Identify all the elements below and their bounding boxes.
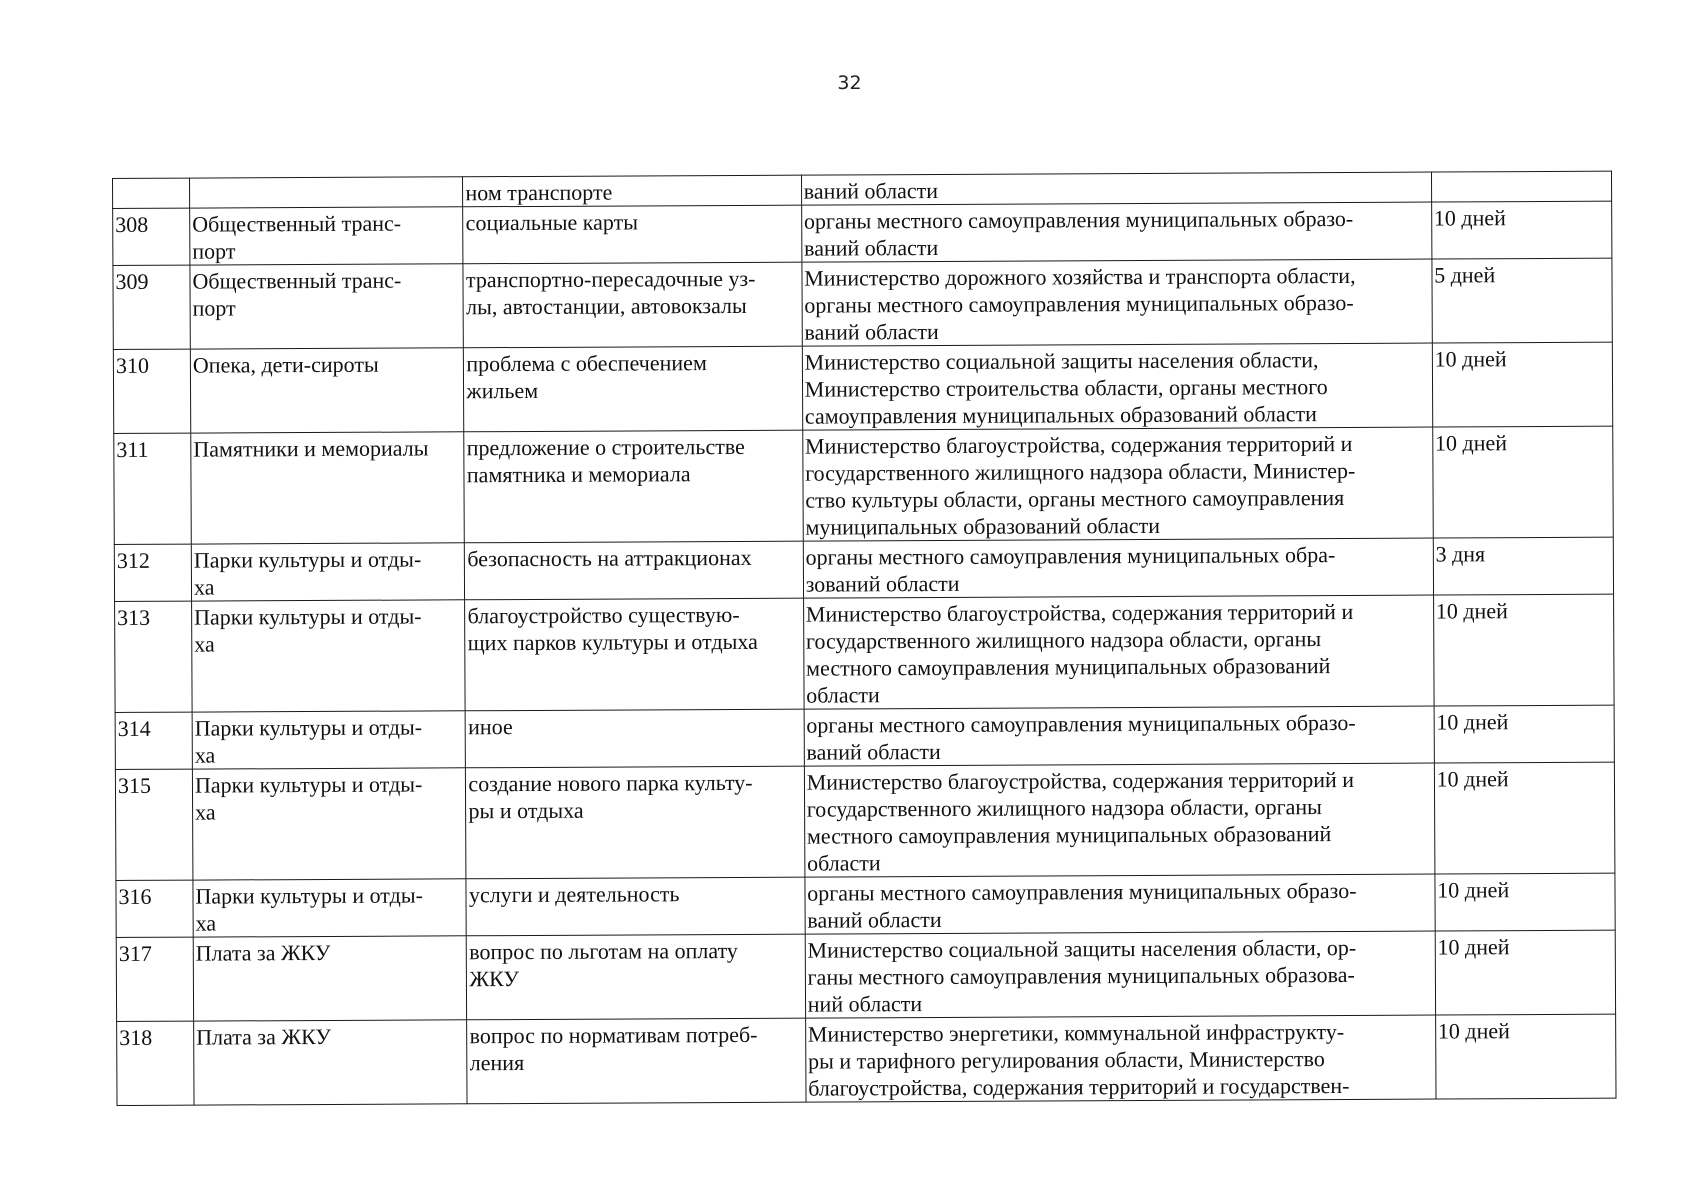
table-row — [113, 201, 1612, 265]
cell-topic: Опека, дети-сироты — [190, 348, 464, 433]
cell-organization: Министерство благоустройства, содержания территорий и государственного жилищного надзора области, органы местного самоуправления муниципальных образований области — [804, 763, 1435, 877]
cell-term: 10 дней — [1435, 1014, 1616, 1099]
table-row — [117, 1014, 1616, 1105]
cell-topic: Парки культуры и отды- ха — [192, 600, 466, 712]
cell-number: 316 — [116, 880, 193, 937]
table-row — [113, 258, 1612, 349]
cell-number: 315 — [115, 769, 193, 880]
table-row — [113, 342, 1612, 433]
page-number: 32 — [837, 72, 862, 94]
cell-number — [113, 178, 190, 208]
table-row — [115, 594, 1615, 712]
cell-topic: Парки культуры и отды- ха — [192, 711, 466, 769]
cell-issue: безопасность на аттракционах — [465, 541, 804, 600]
cell-term — [1431, 171, 1611, 202]
table-body — [113, 171, 1617, 1105]
cell-issue: проблема с обеспечением жильем — [464, 346, 803, 432]
cell-topic: Плата за ЖКУ — [193, 936, 467, 1021]
cell-topic: Парки культуры и отды- ха — [191, 543, 465, 601]
cell-term: 10 дней — [1432, 342, 1613, 427]
cell-organization: Министерство энергетики, коммунальной инфраструкту- ры и тарифного регулирования области, Министерство благоустройства, содержания территорий и государствен- — [805, 1015, 1435, 1102]
cell-number: 310 — [113, 349, 190, 433]
cell-organization: органы местного самоуправления муниципальных образо- ваний области — [804, 706, 1434, 766]
cell-topic: Памятники и мемориалы — [191, 432, 465, 544]
cell-term: 10 дней — [1434, 762, 1615, 874]
services-table — [112, 171, 1617, 1106]
cell-issue: иное — [466, 709, 805, 768]
table-row — [115, 705, 1614, 769]
cell-number: 309 — [113, 265, 190, 349]
cell-organization: Министерство социальной защиты населения области, Министерство строительства области, органы местного самоуправления муниципальных образований области — [802, 343, 1432, 430]
cell-term: 10 дней — [1435, 930, 1616, 1015]
cell-number: 311 — [114, 433, 192, 544]
cell-issue: предложение о строительстве памятника и мемориала — [464, 430, 803, 543]
cell-topic: Общественный транс- порт — [190, 207, 464, 265]
cell-topic — [189, 177, 463, 208]
table-row — [114, 537, 1613, 601]
cell-issue: услуги и деятельность — [466, 877, 805, 936]
cell-number: 318 — [117, 1021, 194, 1105]
cell-issue: вопрос по нормативам потреб- ления — [467, 1018, 806, 1104]
cell-term: 10 дней — [1432, 426, 1613, 538]
table-row — [116, 930, 1615, 1021]
cell-topic: Парки культуры и отды- ха — [193, 879, 467, 937]
cell-organization: органы местного самоуправления муниципальных образо- ваний области — [801, 202, 1431, 262]
cell-organization: органы местного самоуправления муниципальных образо- ваний области — [805, 874, 1435, 934]
cell-term: 10 дней — [1431, 201, 1612, 259]
cell-term: 10 дней — [1435, 873, 1616, 931]
cell-organization: органы местного самоуправления муниципальных обра- зований области — [803, 538, 1433, 598]
cell-topic: Общественный транс- порт — [190, 264, 464, 349]
cell-number: 308 — [113, 208, 190, 265]
cell-number: 314 — [115, 712, 192, 769]
cell-organization: Министерство социальной защиты населения области, ор- ганы местного самоуправления муниципальных образова- ний области — [805, 931, 1435, 1018]
cell-issue: вопрос по льготам на оплату ЖКУ — [467, 934, 806, 1020]
cell-topic: Плата за ЖКУ — [194, 1020, 468, 1105]
table-row — [116, 873, 1615, 937]
cell-number: 312 — [114, 544, 191, 601]
table-row — [114, 426, 1614, 544]
table-row — [115, 762, 1615, 880]
cell-issue: благоустройство существую- щих парков культуры и отдыха — [465, 598, 804, 711]
cell-number: 317 — [116, 937, 193, 1021]
cell-organization: Министерство благоустройства, содержания территорий и государственного жилищного надзора области, органы местного самоуправления муниципальных образований области — [803, 595, 1434, 709]
cell-organization: ваний области — [801, 172, 1431, 205]
cell-term: 10 дней — [1433, 594, 1614, 706]
cell-organization: Министерство дорожного хозяйства и транспорта области, органы местного самоуправления муниципальных образо- ваний области — [802, 259, 1432, 346]
cell-term: 5 дней — [1432, 258, 1613, 343]
cell-issue: транспортно-пересадочные уз- лы, автостанции, автовокзалы — [463, 262, 802, 348]
cell-issue: социальные карты — [463, 205, 802, 264]
cell-organization: Министерство благоустройства, содержания территорий и государственного жилищного надзора области, Министер- ство культуры области, органы местного самоуправления муниципальных образований области — [802, 427, 1433, 541]
cell-issue: ном транспорте — [463, 175, 801, 207]
cell-term: 10 дней — [1434, 705, 1615, 763]
cell-topic: Парки культуры и отды- ха — [192, 768, 466, 880]
cell-number: 313 — [115, 601, 193, 712]
cell-term: 3 дня — [1433, 537, 1614, 595]
cell-issue: создание нового парка культу- ры и отдыха — [466, 766, 805, 879]
